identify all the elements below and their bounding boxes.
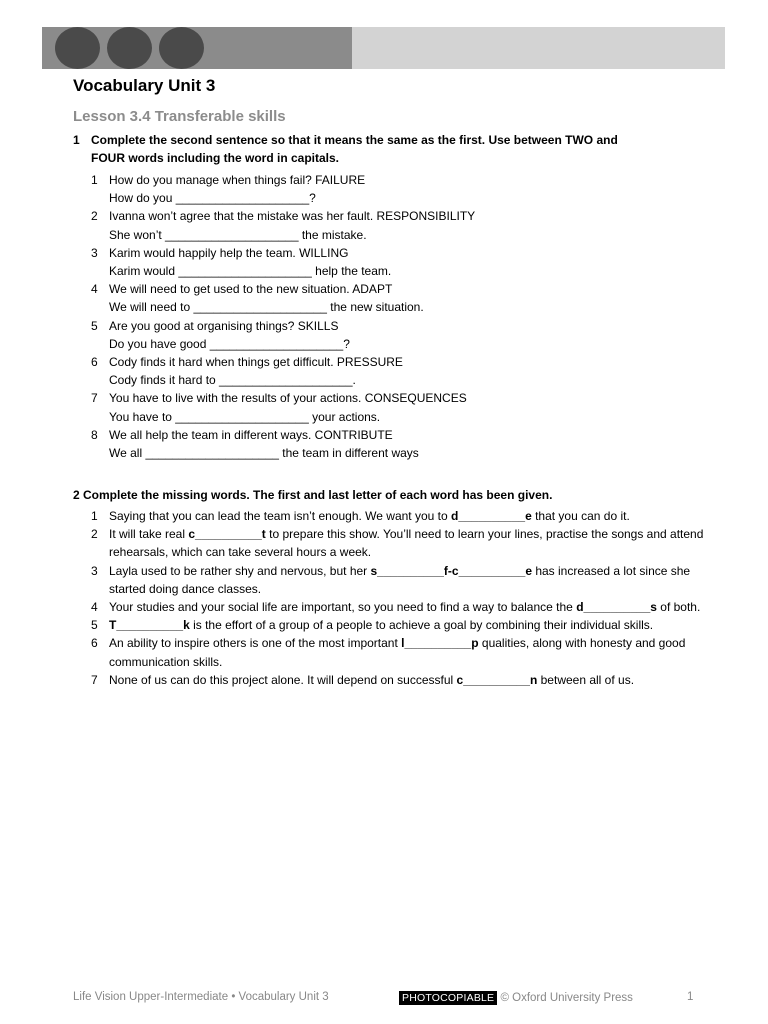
item-first-sentence: You have to live with the results of your actions. CONSEQUENCES xyxy=(109,391,467,406)
item-text-after: of both. xyxy=(656,600,701,615)
item-first-sentence: Ivanna won’t agree that the mistake was her fault. RESPONSIBILITY xyxy=(109,209,476,224)
item-gap-word: l__________p xyxy=(401,636,479,651)
item-number: 5 xyxy=(91,618,98,633)
lesson-title: Lesson 3.4 Transferable skills xyxy=(73,108,286,125)
list-item xyxy=(91,244,709,280)
item-text-before: Your studies and your social life are important, so you need to find a way to balance the xyxy=(109,600,577,615)
banner-circle-1 xyxy=(55,27,100,69)
item-number: 1 xyxy=(91,509,98,523)
exercise2-instruction: 2 Complete the missing words. The first and last letter of each word has been given. xyxy=(73,488,553,502)
item-second-sentence: How do you ____________________? xyxy=(109,191,316,206)
list-item xyxy=(91,598,709,616)
item-first-sentence: We all help the team in different ways. CONTRIBUTE xyxy=(109,427,393,442)
item-text-after: has increased a lot since she started doing dance classes. xyxy=(109,563,691,596)
list-item xyxy=(91,353,709,389)
list-item xyxy=(91,207,709,243)
list-item xyxy=(91,280,709,316)
item-number: 5 xyxy=(91,318,98,333)
list-item xyxy=(91,507,709,525)
item-text-after: between all of us. xyxy=(537,672,635,687)
photocopiable-badge: PHOTOCOPIABLE xyxy=(399,991,497,1005)
item-second-sentence: She won’t ____________________ the mistake. xyxy=(109,227,367,242)
item-first-sentence: Cody finds it hard when things get difficult. PRESSURE xyxy=(109,355,403,370)
item-text-after: that you can do it. xyxy=(531,509,630,523)
item-gap-word: s__________f-c__________e xyxy=(370,563,532,578)
footer-course-title: Life Vision Upper-Intermediate • Vocabulary Unit 3 xyxy=(73,991,329,1003)
item-number: 4 xyxy=(91,282,98,297)
item-second-sentence: Do you have good ____________________? xyxy=(109,336,350,351)
item-number: 1 xyxy=(91,173,98,187)
item-gap-word: d__________s xyxy=(576,600,657,615)
list-item xyxy=(91,171,709,207)
item-text-after: to prepare this show. You’ll need to learn your lines, practise the songs and attend rehearsals, which can take several hours a week. xyxy=(109,527,704,560)
banner-dark-block xyxy=(42,27,352,69)
item-gap-word: c__________n xyxy=(456,672,538,687)
item-first-sentence: Karim would happily help the team. WILLING xyxy=(109,245,349,260)
item-number: 7 xyxy=(91,391,98,406)
item-text-before: Saying that you can lead the team isn’t enough. We want you to xyxy=(109,509,451,523)
item-text-before: None of us can do this project alone. It will depend on successful xyxy=(109,672,457,687)
item-number: 6 xyxy=(91,355,98,370)
banner-circle-2 xyxy=(107,27,152,69)
item-second-sentence: We will need to ____________________ the new situation. xyxy=(109,300,424,315)
item-second-sentence: Karim would ____________________ help the team. xyxy=(109,264,392,279)
item-number: 6 xyxy=(91,636,98,651)
item-gap-word: T__________k xyxy=(109,618,190,633)
item-number: 7 xyxy=(91,672,98,687)
list-item xyxy=(91,671,709,689)
header-banner xyxy=(42,27,725,69)
item-second-sentence: You have to ____________________ your actions. xyxy=(109,409,381,424)
banner-circle-3 xyxy=(159,27,204,69)
exercise1-number: 1 xyxy=(73,133,80,147)
item-number: 8 xyxy=(91,427,98,442)
item-gap-word: c__________t xyxy=(188,527,266,542)
exercise1-instruction xyxy=(73,131,651,167)
item-first-sentence: How do you manage when things fail? FAILURE xyxy=(109,173,366,187)
item-first-sentence: Are you good at organising things? SKILLS xyxy=(109,318,339,333)
exercise1-list xyxy=(91,171,709,462)
item-gap-word: d__________e xyxy=(451,509,532,523)
footer-copyright xyxy=(399,991,633,1005)
item-text-before: Layla used to be rather shy and nervous, but her xyxy=(109,563,371,578)
item-text-before: An ability to inspire others is one of the most important xyxy=(109,636,402,651)
exercise2-list xyxy=(91,507,709,689)
item-second-sentence: We all ____________________ the team in different ways xyxy=(109,446,419,461)
page-number: 1 xyxy=(687,991,694,1003)
item-text-after: is the effort of a group of a people to achieve a goal by combining their individual skills. xyxy=(189,618,654,633)
list-item xyxy=(91,317,709,353)
item-number: 3 xyxy=(91,563,98,578)
item-number: 2 xyxy=(91,209,98,224)
item-text-before: It will take real xyxy=(109,527,189,542)
item-number: 2 xyxy=(91,527,98,542)
list-item xyxy=(91,562,709,598)
page-title: Vocabulary Unit 3 xyxy=(73,76,216,95)
list-item xyxy=(91,426,709,462)
item-text-after: qualities, along with honesty and good communication skills. xyxy=(109,636,686,669)
list-item xyxy=(91,616,709,634)
item-second-sentence: Cody finds it hard to ____________________. xyxy=(109,373,356,388)
item-first-sentence: We will need to get used to the new situation. ADAPT xyxy=(109,282,393,297)
exercise1-instruction-text: Complete the second sentence so that it means the same as the first. Use between TWO and FOUR words including the word in capitals. xyxy=(91,133,618,165)
footer-publisher: © Oxford University Press xyxy=(500,992,633,1004)
list-item xyxy=(91,634,709,670)
list-item xyxy=(91,389,709,425)
list-item xyxy=(91,525,709,561)
item-number: 4 xyxy=(91,600,98,615)
item-number: 3 xyxy=(91,245,98,260)
